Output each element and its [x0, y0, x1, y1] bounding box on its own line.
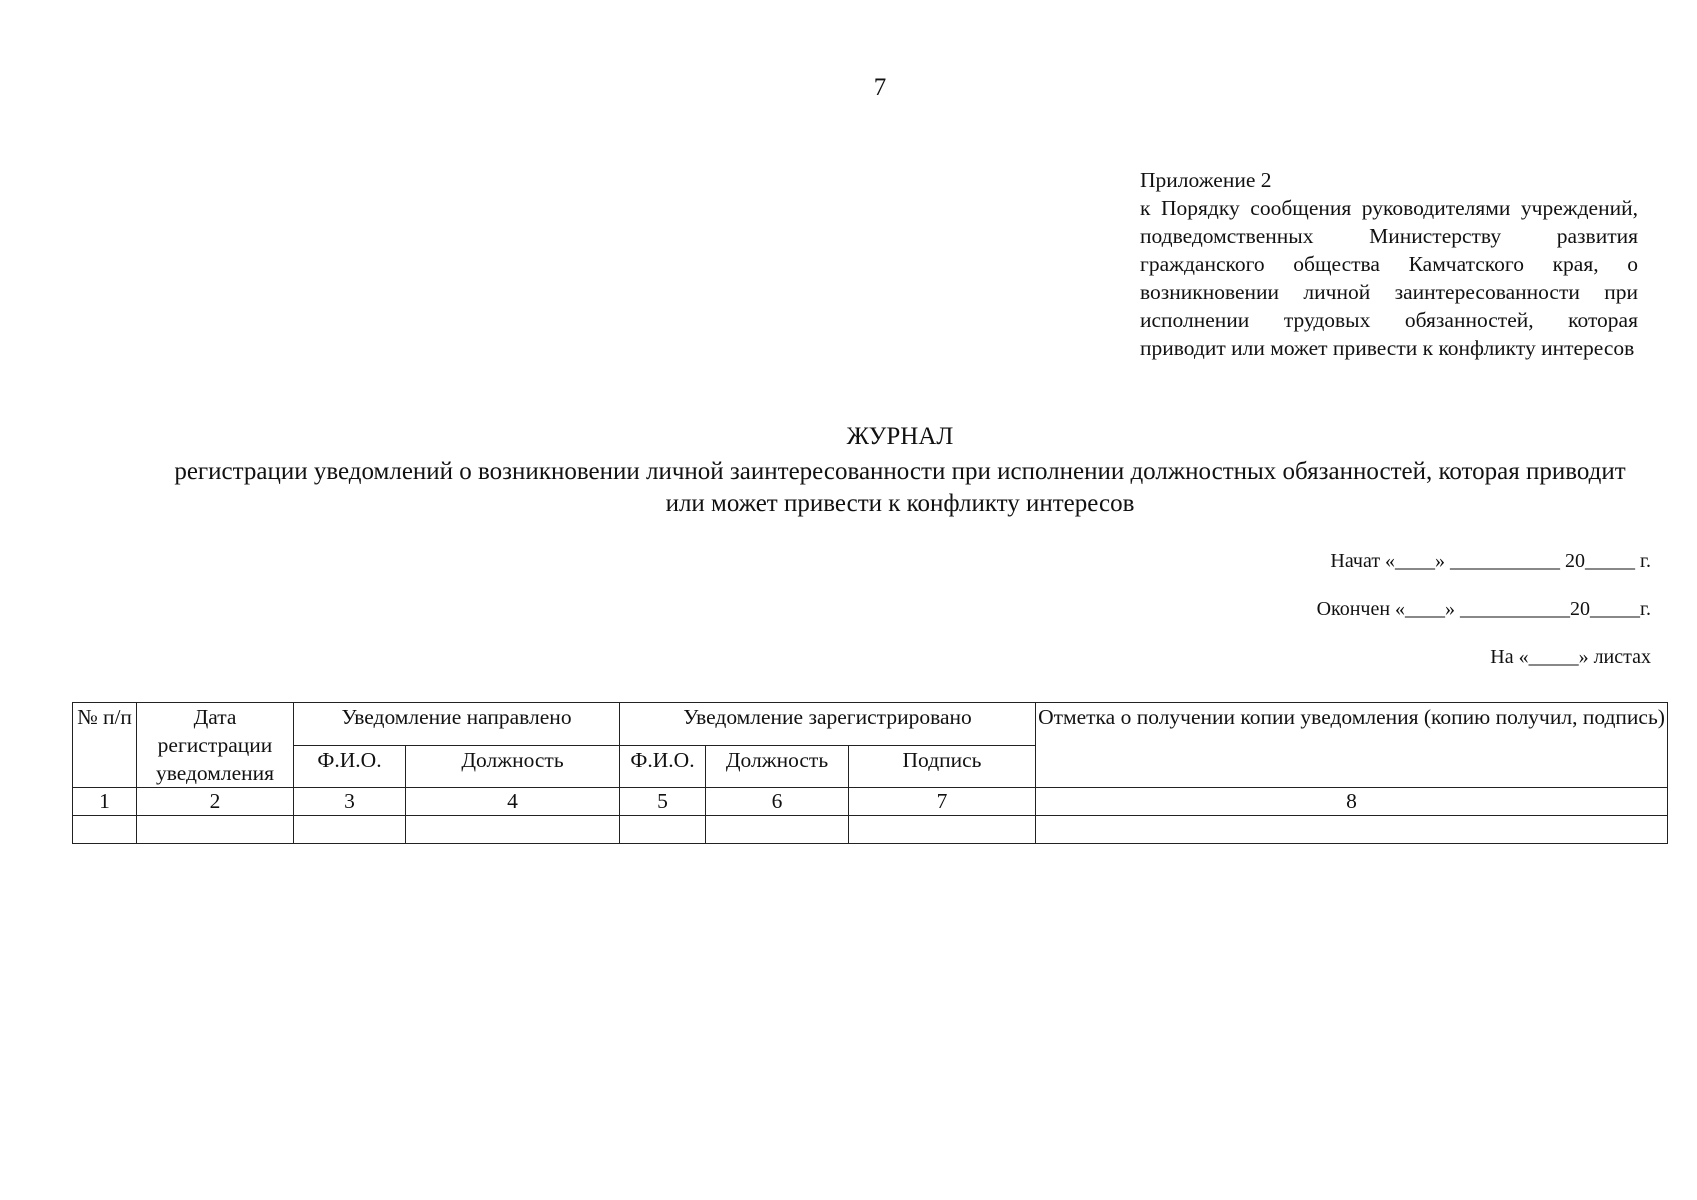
header-copy-mark: Отметка о получении копии уведомления (копию получил, подпись) [1036, 703, 1668, 788]
header-row-top [73, 703, 1668, 746]
journal-title: ЖУРНАЛ [846, 423, 954, 450]
empty-cell [849, 816, 1036, 844]
column-number-cell: 6 [706, 788, 849, 816]
empty-cell [73, 816, 137, 844]
empty-cell [406, 816, 620, 844]
header-number: № п/п [73, 703, 137, 788]
column-number-cell: 1 [73, 788, 137, 816]
column-number-row [73, 788, 1668, 816]
journal-started-line: Начат «____» ___________ 20_____ г. [1330, 550, 1651, 572]
header-sent-position: Должность [406, 745, 620, 788]
header-registered-group: Уведомление зарегистрировано [620, 703, 1036, 746]
page-number: 7 [873, 74, 887, 101]
column-number-cell: 5 [620, 788, 706, 816]
column-number-cell: 3 [294, 788, 406, 816]
journal-sheets-line: На «_____» листах [1490, 646, 1651, 668]
column-number-cell: 2 [137, 788, 294, 816]
header-reg-signature: Подпись [849, 745, 1036, 788]
column-number-cell: 7 [849, 788, 1036, 816]
empty-entry-row [73, 816, 1668, 844]
appendix-block [1140, 166, 1638, 362]
empty-cell [706, 816, 849, 844]
column-number-cell: 4 [406, 788, 620, 816]
header-reg-position: Должность [706, 745, 849, 788]
empty-cell [1036, 816, 1668, 844]
journal-subtitle: регистрации уведомлений о возникновении личной заинтересованности при исполнении должностных обязанностей, которая приводит или может привести к конфликту интересов [174, 458, 1626, 517]
column-number-cell: 8 [1036, 788, 1668, 816]
journal-table [72, 702, 1668, 844]
header-sent-fio: Ф.И.О. [294, 745, 406, 788]
empty-cell [137, 816, 294, 844]
empty-cell [620, 816, 706, 844]
empty-cell [294, 816, 406, 844]
header-sent-group: Уведомление направлено [294, 703, 620, 746]
journal-ended-line: Окончен «____» ___________20_____г. [1316, 598, 1651, 620]
appendix-text: к Порядку сообщения руководителями учреждений, подведомственных Министерству развития гражданского общества Камчатского края, о возникновении личной заинтересованности при исполнении трудовых обязанностей, которая приводит или может привести к конфликту интересов [1140, 196, 1638, 360]
header-date: Дата регистрации уведомления [137, 703, 294, 788]
journal-heading [170, 422, 1630, 520]
appendix-title: Приложение 2 [1140, 168, 1272, 192]
header-reg-fio: Ф.И.О. [620, 745, 706, 788]
